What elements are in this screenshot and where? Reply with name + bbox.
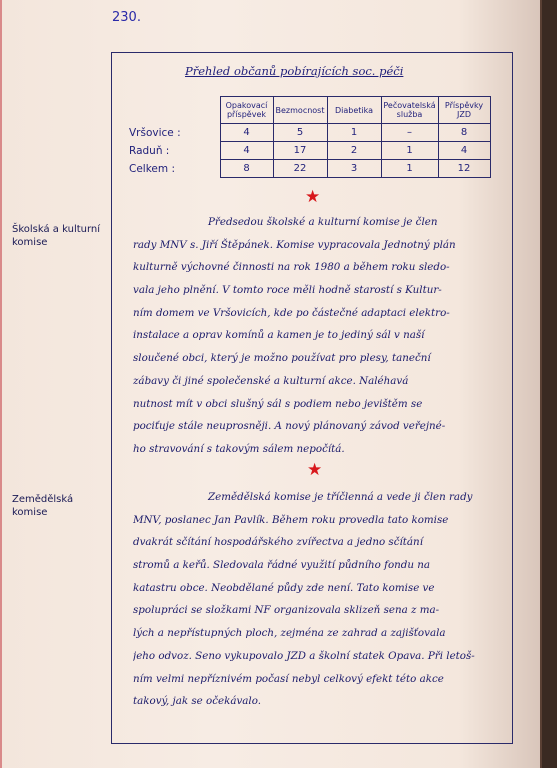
summary-table bbox=[125, 96, 491, 178]
text-line: vala jeho plnění. V tomto roce měli hodně starostí s Kultur- bbox=[133, 284, 442, 297]
table-corner bbox=[125, 97, 220, 124]
side-label-agriculture: Zemědělská komise bbox=[12, 494, 74, 518]
red-star-icon: ★ bbox=[307, 460, 323, 480]
table-cell: 8 bbox=[438, 124, 490, 142]
column-header: Diabetika bbox=[327, 97, 381, 124]
table-cell: 2 bbox=[327, 142, 381, 160]
table-cell: 22 bbox=[273, 160, 327, 178]
table-cell: 5 bbox=[273, 124, 327, 142]
text-line: jeho odvoz. Seno vykupovalo JZD a školní statek Opava. Při letoš- bbox=[133, 649, 475, 662]
paragraph-school-culture bbox=[133, 211, 501, 461]
text-line: ním velmi nepříznivém počasí nebyl celkový efekt této akce bbox=[133, 672, 444, 685]
row-label: Vršovice : bbox=[129, 126, 181, 139]
table-cell: 8 bbox=[220, 160, 273, 178]
table-cell: 4 bbox=[220, 124, 273, 142]
text-line: stromů a keřů. Sledovala řádné využití půdního fondu na bbox=[133, 559, 431, 572]
table-row bbox=[125, 124, 490, 142]
table-cell: 12 bbox=[438, 160, 490, 178]
table-title: Přehled občanů pobírajících soc. péči bbox=[185, 64, 404, 78]
text-line: nutnost mít v obci slušný sál s podiem nebo jevištěm se bbox=[133, 397, 423, 410]
table-cell: 17 bbox=[273, 142, 327, 160]
column-header: Pečovatelská služba bbox=[381, 97, 438, 124]
red-star-icon: ★ bbox=[305, 187, 321, 207]
text-line: dvakrát sčítání hospodářského zvířectva a jedno sčítání bbox=[133, 536, 423, 549]
text-line: Zemědělská komise je tříčlenná a vede ji člen rady bbox=[208, 491, 473, 503]
text-line: instalace a oprav komínů a kamen je to jediný sál v naší bbox=[133, 329, 425, 342]
text-line: zábavy či jiné společenské a kulturní akce. Naléhavá bbox=[133, 374, 409, 387]
text-line: kulturně výchovné činnosti na rok 1980 a během roku sledo- bbox=[133, 261, 450, 274]
table-header-row bbox=[125, 97, 490, 124]
table-cell: 1 bbox=[327, 124, 381, 142]
text-line: rady MNV s. Jiří Štěpánek. Komise vypracovala Jednotný plán bbox=[133, 238, 456, 251]
text-line: lých a nepřístupných ploch, zejména ze zahrad a zajišťovala bbox=[133, 627, 446, 640]
table-cell: 1 bbox=[381, 142, 438, 160]
column-header: Příspěvky JZD bbox=[438, 97, 490, 124]
text-line: takový, jak se očekávalo. bbox=[133, 695, 262, 708]
row-label: Raduň : bbox=[129, 144, 170, 157]
table-cell: 4 bbox=[220, 142, 273, 160]
text-line: pociťuje stále neuprosněji. A nový plánovaný závod veřejné- bbox=[133, 420, 446, 433]
text-line: ho stravování s takovým sálem nepočítá. bbox=[133, 442, 345, 455]
text-line: MNV, poslanec Jan Pavlík. Během roku provedla tato komise bbox=[133, 513, 449, 526]
text-line: ním domem ve Vršovicích, kde po částečné adaptaci elektro- bbox=[133, 306, 450, 319]
table-cell: – bbox=[381, 124, 438, 142]
column-header: Bezmocnost bbox=[273, 97, 327, 124]
page-number: 230. bbox=[112, 10, 141, 25]
side-label-school-culture: Školská a kulturní komise bbox=[12, 224, 101, 248]
text-line: sloučené obci, který je možno používat pro plesy, taneční bbox=[133, 352, 431, 365]
text-line: Předsedou školské a kulturní komise je člen bbox=[208, 216, 438, 228]
text-line: katastru obce. Neobdělané půdy zde není. Tato komise ve bbox=[133, 581, 435, 594]
table-cell: 3 bbox=[327, 160, 381, 178]
row-label: Celkem : bbox=[129, 162, 175, 175]
table-row bbox=[125, 142, 490, 160]
column-header: Opakovací příspěvek bbox=[220, 97, 273, 124]
text-line: spolupráci se složkami NF organizovala sklizeň sena z ma- bbox=[133, 604, 440, 617]
table-cell: 4 bbox=[438, 142, 490, 160]
paragraph-agriculture bbox=[133, 486, 501, 713]
margin-line bbox=[0, 0, 2, 768]
table-row bbox=[125, 160, 490, 178]
table-cell: 1 bbox=[381, 160, 438, 178]
